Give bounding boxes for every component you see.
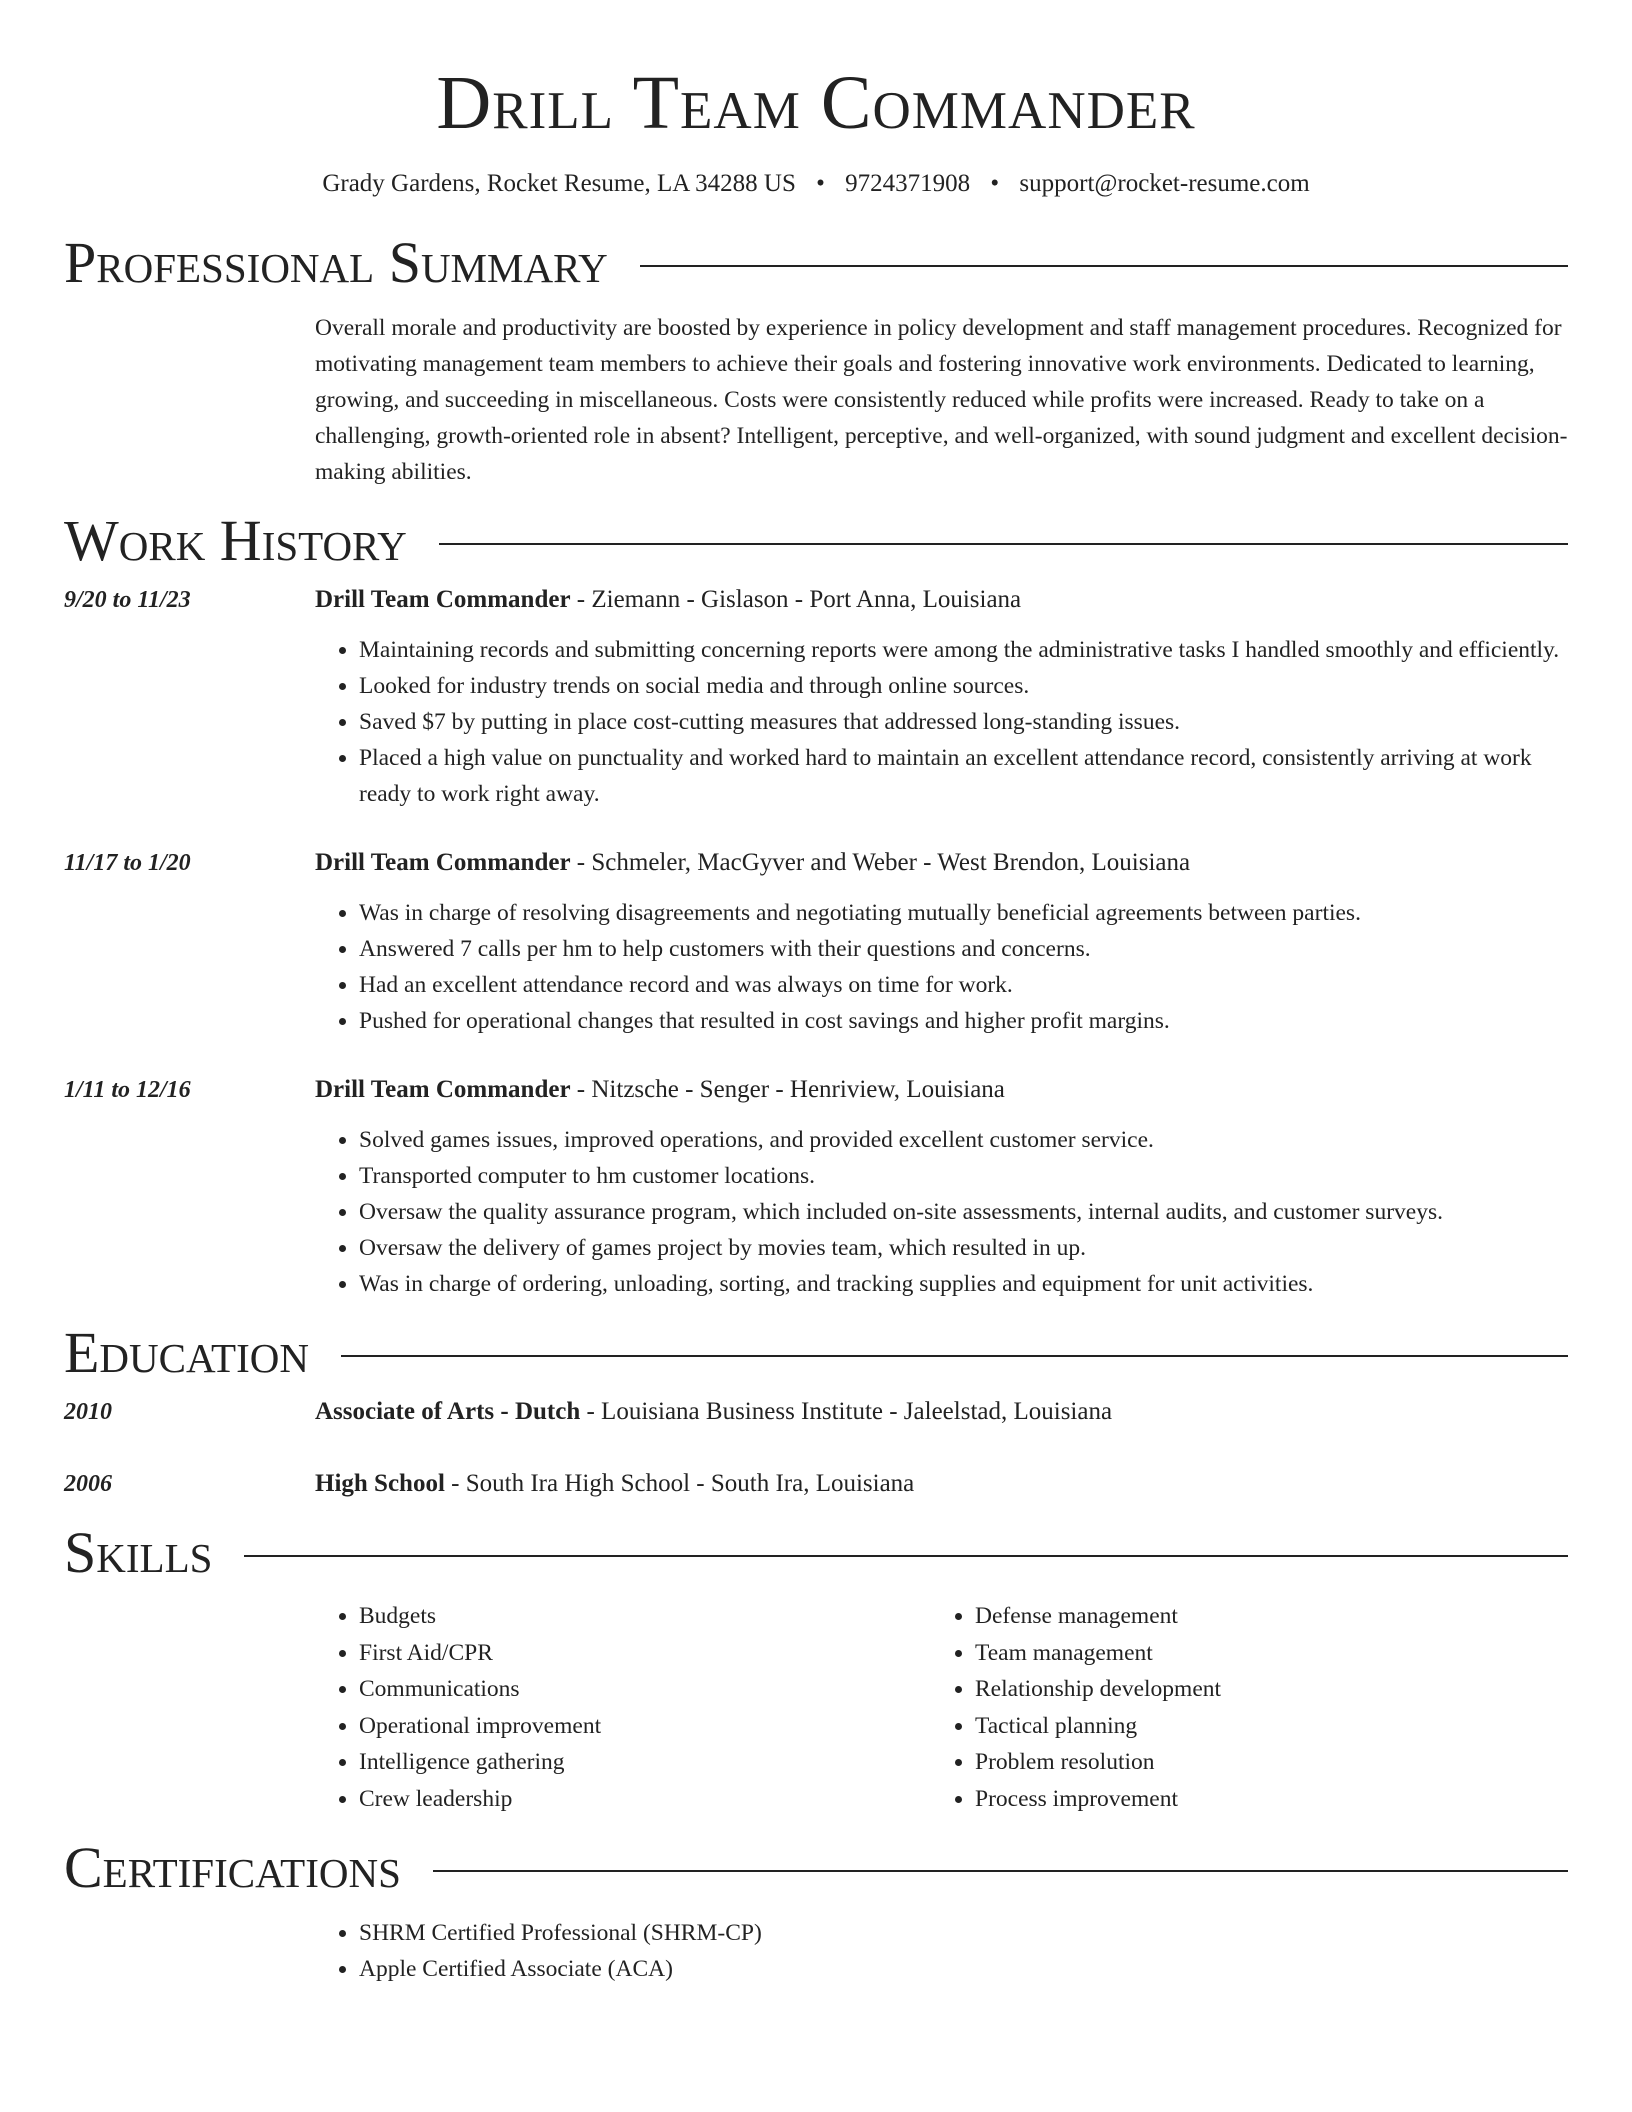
work-bullet: • Was in charge of resolving disagreements and negotiating mutually beneficial agreements between parties. xyxy=(359,895,1568,931)
education-body xyxy=(315,1394,1568,1430)
contact-address: Grady Gardens, Rocket Resume, LA 34288 US xyxy=(322,170,796,197)
job-title: Drill Team Commander xyxy=(315,586,571,613)
skill-item: • Budgets xyxy=(359,1598,931,1635)
work-body xyxy=(315,582,1568,812)
work-bullet: • Oversaw the delivery of games project by movies team, which resulted in up. xyxy=(359,1230,1568,1266)
summary-text: Overall morale and productivity are boosted by experience in policy development and staff management procedures. Recognized for motivating management team members to achieve their goals and fostering innovative work environments. Dedicated to learning, growing, and succeeding in miscellaneous. Costs were consistently reduced while profits were increased. Ready to take on a challenging, growth-oriented role in absent? Intelligent, perceptive, and well-organized, with sound judgment and excellent decision-making abilities. xyxy=(315,315,1568,485)
job-details: - Schmeler, MacGyver and Weber - West Brendon, Louisiana xyxy=(570,849,1191,876)
work-heading xyxy=(315,582,1568,618)
resume-name: Drill Team Commander xyxy=(436,61,1196,145)
skill-item: • First Aid/CPR xyxy=(359,1635,931,1672)
education-body xyxy=(315,1466,1568,1502)
certification-item: • SHRM Certified Professional (SHRM-CP) xyxy=(359,1915,1568,1951)
work-bullet: • Had an excellent attendance record and was always on time for work. xyxy=(359,967,1568,1003)
work-bullet: • Solved games issues, improved operations, and provided excellent customer service. xyxy=(359,1122,1568,1158)
work-bullet: • Pushed for operational changes that resulted in cost savings and higher profit margins. xyxy=(359,1003,1568,1039)
work-bullet: • Maintaining records and submitting concerning reports were among the administrative tasks I handled smoothly and efficiently. xyxy=(359,632,1568,668)
section-rule xyxy=(439,543,1568,545)
section-header-skills xyxy=(64,1520,1568,1586)
work-bullets xyxy=(315,895,1568,1039)
skills-column-right xyxy=(931,1598,1547,1817)
section-title: Education xyxy=(64,1320,309,1385)
skill-item: • Operational improvement xyxy=(359,1708,931,1745)
certification-item: • Apple Certified Associate (ACA) xyxy=(359,1951,1568,1987)
work-bullet: • Placed a high value on punctuality and worked hard to maintain an excellent attendance record, consistently arriving at work ready to work right away. xyxy=(359,740,1568,812)
section-title: Professional Summary xyxy=(64,230,608,295)
work-entry xyxy=(64,845,1568,1039)
skill-item: • Defense management xyxy=(975,1598,1547,1635)
resume-page xyxy=(64,0,1568,1987)
education-entry xyxy=(64,1466,1568,1502)
section-header-education xyxy=(64,1320,1568,1386)
section-title: Skills xyxy=(64,1520,213,1585)
skill-item: • Team management xyxy=(975,1635,1547,1672)
work-bullet: • Transported computer to hm customer locations. xyxy=(359,1158,1568,1194)
work-dates: 9/20 to 11/23 xyxy=(64,587,191,613)
contact-email: support@rocket-resume.com xyxy=(1019,170,1310,197)
contact-separator: • xyxy=(816,170,825,197)
skill-item: • Communications xyxy=(359,1671,931,1708)
work-bullet: • Was in charge of ordering, unloading, sorting, and tracking supplies and equipment for unit activities. xyxy=(359,1266,1568,1302)
work-entry xyxy=(64,1072,1568,1302)
work-bullet: • Answered 7 calls per hm to help customers with their questions and concerns. xyxy=(359,931,1568,967)
job-details: - Nitzsche - Senger - Henriview, Louisiana xyxy=(570,1076,1005,1103)
school-details: - Louisiana Business Institute - Jaleelstad, Louisiana xyxy=(580,1398,1113,1425)
work-bullets xyxy=(315,632,1568,812)
section-header-certifications xyxy=(64,1835,1568,1901)
work-bullets xyxy=(315,1122,1568,1302)
work-entry xyxy=(64,582,1568,812)
section-rule xyxy=(433,1870,1568,1872)
skill-item: • Tactical planning xyxy=(975,1708,1547,1745)
skill-item: • Relationship development xyxy=(975,1671,1547,1708)
job-details: - Ziemann - Gislason - Port Anna, Louisiana xyxy=(570,586,1022,613)
school-details: - South Ira High School - South Ira, Louisiana xyxy=(444,1470,915,1497)
education-year: 2010 xyxy=(64,1399,112,1425)
work-heading xyxy=(315,1072,1568,1108)
skills-column-left xyxy=(315,1598,931,1817)
work-dates: 1/11 to 12/16 xyxy=(64,1077,191,1103)
section-header-summary xyxy=(64,230,1568,296)
skill-item: • Intelligence gathering xyxy=(359,1744,931,1781)
section-rule xyxy=(244,1555,1568,1557)
work-heading xyxy=(315,845,1568,881)
education-heading xyxy=(315,1394,1568,1430)
work-bullet: • Looked for industry trends on social media and through online sources. xyxy=(359,668,1568,704)
skill-item: • Crew leadership xyxy=(359,1781,931,1818)
degree: Associate of Arts - Dutch xyxy=(315,1398,581,1425)
work-body xyxy=(315,1072,1568,1302)
education-entry xyxy=(64,1394,1568,1430)
education-year: 2006 xyxy=(64,1471,112,1497)
work-bullet: • Saved $7 by putting in place cost-cutting measures that addressed long-standing issues. xyxy=(359,704,1568,740)
contact-separator: • xyxy=(990,170,1000,197)
work-body xyxy=(315,845,1568,1039)
work-bullet: • Oversaw the quality assurance program, which included on-site assessments, internal audits, and customer surveys. xyxy=(359,1194,1568,1230)
certifications-items xyxy=(315,1915,1568,1987)
job-title: Drill Team Commander xyxy=(315,1076,571,1103)
skill-item: • Process improvement xyxy=(975,1781,1547,1818)
skills-list xyxy=(315,1598,1568,1817)
section-header-work xyxy=(64,508,1568,574)
contact-line xyxy=(64,168,1568,200)
education-heading xyxy=(315,1466,1568,1502)
contact-phone: 9724371908 xyxy=(845,170,971,197)
section-title: Certifications xyxy=(64,1835,401,1900)
job-title: Drill Team Commander xyxy=(315,849,571,876)
skill-item: • Problem resolution xyxy=(975,1744,1547,1781)
degree: High School xyxy=(315,1470,445,1497)
section-title: Work History xyxy=(64,508,407,573)
work-dates: 11/17 to 1/20 xyxy=(64,850,191,876)
section-rule xyxy=(341,1355,1568,1357)
section-rule xyxy=(640,265,1568,267)
certifications-list xyxy=(315,1915,1568,1987)
